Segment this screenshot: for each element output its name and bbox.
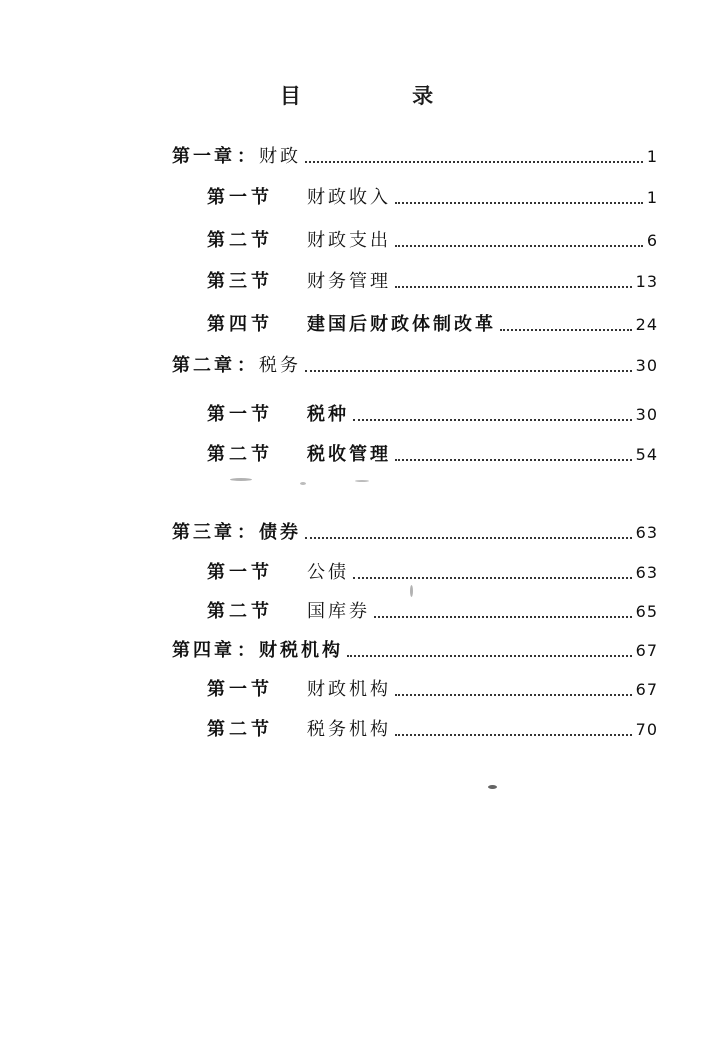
toc-entry-section-4-2[interactable] xyxy=(207,715,658,741)
section-number: 第二节 xyxy=(207,444,273,465)
chapter-number: 第二章 xyxy=(172,355,235,376)
section-title: 国库券 xyxy=(307,601,370,622)
toc-entry-section-1-3[interactable] xyxy=(207,267,658,293)
page-number: 67 xyxy=(635,680,658,699)
dot-leader xyxy=(374,616,632,618)
chapter-number: 第一章 xyxy=(172,146,235,167)
toc-entry-section-1-4[interactable] xyxy=(207,310,658,336)
section-title: 财政支出 xyxy=(307,230,391,251)
scan-speck xyxy=(300,482,306,485)
section-number: 第二节 xyxy=(207,719,273,740)
section-title: 财政收入 xyxy=(307,187,391,208)
toc-entry-chapter-3[interactable] xyxy=(172,518,658,544)
chapter-separator: ： xyxy=(237,522,255,543)
scan-speck xyxy=(230,478,252,481)
chapter-number: 第三章 xyxy=(172,522,235,543)
chapter-separator: ： xyxy=(237,146,255,167)
page-number: 67 xyxy=(635,641,658,660)
section-title: 税收管理 xyxy=(307,444,391,465)
dot-leader xyxy=(305,161,643,163)
section-number: 第二节 xyxy=(207,230,273,251)
section-title: 税种 xyxy=(307,404,349,425)
section-title: 公债 xyxy=(307,562,349,583)
chapter-separator: ： xyxy=(237,640,255,661)
scan-speck xyxy=(355,480,369,482)
toc-entry-section-4-1[interactable] xyxy=(207,675,658,701)
page-number: 13 xyxy=(635,272,658,291)
section-number: 第四节 xyxy=(207,314,273,335)
toc-entry-section-1-1[interactable] xyxy=(207,183,658,209)
section-number: 第二节 xyxy=(207,601,273,622)
dot-leader xyxy=(347,655,632,657)
toc-entry-section-2-1[interactable] xyxy=(207,400,658,426)
page-number: 6 xyxy=(646,231,658,250)
page-number: 30 xyxy=(635,405,658,424)
section-title: 财政机构 xyxy=(307,679,391,700)
section-number: 第一节 xyxy=(207,404,273,425)
dot-leader xyxy=(353,419,632,421)
page-number: 54 xyxy=(635,445,658,464)
dot-leader xyxy=(395,245,643,247)
section-number: 第一节 xyxy=(207,679,273,700)
page-number: 70 xyxy=(635,720,658,739)
page-title: 目 录 xyxy=(279,83,486,108)
scan-speck xyxy=(488,785,497,789)
chapter-number: 第四章 xyxy=(172,640,235,661)
chapter-title: 财政 xyxy=(259,146,301,167)
section-title: 财务管理 xyxy=(307,271,391,292)
section-number: 第三节 xyxy=(207,271,273,292)
dot-leader xyxy=(395,459,632,461)
dot-leader xyxy=(395,694,632,696)
toc-entry-chapter-1[interactable] xyxy=(172,142,658,168)
page-number: 30 xyxy=(635,356,658,375)
toc-entry-section-2-2[interactable] xyxy=(207,440,658,466)
toc-entry-chapter-2[interactable] xyxy=(172,351,658,377)
dot-leader xyxy=(395,286,632,288)
page-number: 63 xyxy=(635,523,658,542)
chapter-title: 财税机构 xyxy=(259,640,343,661)
dot-leader xyxy=(500,329,632,331)
dot-leader xyxy=(305,370,632,372)
section-title: 税务机构 xyxy=(307,719,391,740)
dot-leader xyxy=(305,537,632,539)
dot-leader xyxy=(353,577,632,579)
chapter-title: 税务 xyxy=(259,355,301,376)
scan-speck xyxy=(410,585,413,597)
toc-entry-chapter-4[interactable] xyxy=(172,636,658,662)
chapter-separator: ： xyxy=(237,355,255,376)
toc-entry-section-1-2[interactable] xyxy=(207,226,658,252)
page-number: 65 xyxy=(635,602,658,621)
section-number: 第一节 xyxy=(207,187,273,208)
toc-entry-section-3-1[interactable] xyxy=(207,558,658,584)
section-number: 第一节 xyxy=(207,562,273,583)
toc-entry-section-3-2[interactable] xyxy=(207,597,658,623)
page-number: 24 xyxy=(635,315,658,334)
dot-leader xyxy=(395,202,643,204)
section-title: 建国后财政体制改革 xyxy=(307,314,496,335)
page-number: 1 xyxy=(646,188,658,207)
chapter-title: 债券 xyxy=(259,522,301,543)
page-number: 63 xyxy=(635,563,658,582)
page-number: 1 xyxy=(646,147,658,166)
dot-leader xyxy=(395,734,632,736)
